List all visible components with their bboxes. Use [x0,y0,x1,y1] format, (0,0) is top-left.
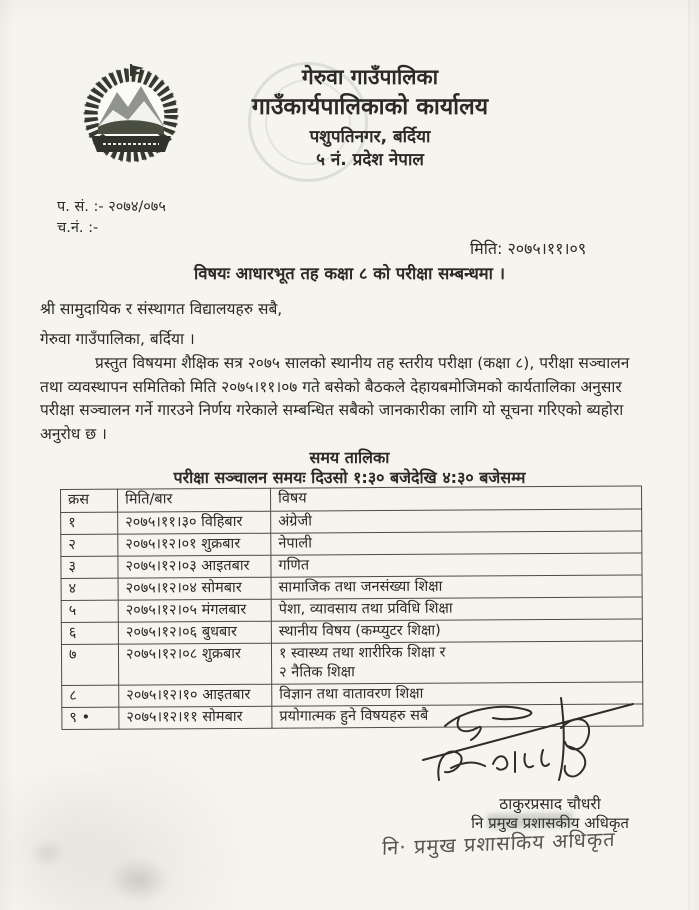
cell-subject: पेशा, व्यावसाय तथा प्रविधि शिक्षा [271,597,642,621]
table-row [61,641,642,685]
letterhead [160,64,580,172]
cell-subject: विज्ञान तथा वातावरण शिक्षा [272,682,643,706]
cell-subject: गणित [271,553,642,577]
cell-sn: ७ [61,644,118,685]
patra-sankhya-label: प. सं. :- [57,199,104,215]
scan-fold-line [688,0,690,910]
cell-sn: ५ [61,600,118,622]
cell-sn: १ [61,512,118,534]
cell-date: २०७५।१२।०८ शुक्रबार [118,643,271,685]
signatory-name: ठाकुरप्रसाद चौधरी [499,795,601,813]
cell-date: २०७५।१२।०५ मंगलबार [118,599,271,622]
col-header-sn: क्रस [61,489,118,512]
col-header-subject: विषय [270,486,641,511]
scan-smudge [30,840,64,866]
cell-date: २०७५।१२।१० आइतबार [119,684,272,707]
chalani-label: च.नं. :- [57,220,99,236]
cell-subject: सामाजिक तथा जनसंख्या शिक्षा [271,575,642,599]
cell-date: २०७५।१२।११ सोमबार [119,706,272,729]
date-label: मिति: [470,239,503,258]
body-paragraph: प्रस्तुत विषयमा शैक्षिक सत्र २०७५ सालको स्थानीय तह स्तरीय परीक्षा (कक्षा ८), परीक्षा सञ्चालन तथा व्यवस्थापन समितिको मिति २०७५।११।०७ गते बसेको बैठकले देहायबमोजिमको कार्यतालिका अनुसार परीक्षा सञ्चालन गर्ने गारउने निर्णय गरेकाले सम्बन्धित सबैको जानकारीका लागि यो सूचना गरिएको ब्यहोरा अनुरोध छ । [40,354,630,443]
municipality-name: गेरुवा गाउँपालिका [301,65,439,89]
cell-date: २०७५।१२।०१ शुक्रबार [118,533,271,556]
cell-sn: २ [61,534,118,556]
cell-date: २०७५।१२।०६ बुधबार [118,621,271,644]
salutation-line-2: गेरुवा गाउँपालिका, बर्दिया । [40,330,195,348]
cell-subject: प्रयोगात्मक हुने विषयहरु सबै [272,704,643,728]
office-address: पशुपतिनगर, बर्दिया [309,127,431,147]
patra-sankhya [57,196,166,216]
patra-sankhya-value: २०७४/०७५ [108,199,166,215]
cell-date: २०७५।११।३० विहिबार [118,511,271,534]
handwritten-title: नि· प्रमुख प्रशासकिय अधिकृत [381,826,617,860]
schedule-title: समय तालिका [309,448,390,467]
cell-subject: १ स्वास्थ्य तथा शारीरिक शिक्षा र २ नैतिक शिक्षा [271,641,642,684]
cell-sn: ४ [61,578,118,600]
cell-subject: स्थानीय विषय (कम्प्युटर शिक्षा) [271,619,642,643]
salutation-line-1: श्री सामुदायिक र संस्थागत विद्यालयहरु सबै, [40,300,283,318]
schedule-subtitle: परीक्षा सञ्चालन समयः दिउसो १:३० बजेदेखि ४:३० बजेसम्म [173,468,526,487]
cell-subject: अंग्रेजी [271,509,642,533]
cell-sn: ९ • [62,707,119,729]
chalani-number [57,217,98,237]
cell-sn: ३ [61,556,118,578]
signatory-title: नि प्रमुख प्रशासकीय अधिकृत [471,814,629,832]
office-name: गाउँकार्यपालिकाको कार्यालय [251,94,489,121]
cell-date: २०७५।१२।०४ सोमबार [118,577,271,600]
cell-sn: ८ [62,685,119,707]
cell-sn: ६ [61,622,118,644]
signature-scribble [415,688,640,796]
subject-line: विषयः आधारभूत तह कक्षा ८ को परीक्षा सम्बन्धमा । [194,264,505,283]
cell-date: २०७५।१२।०३ आइतबार [118,555,271,578]
date-value: २०७५।११।०९ [507,239,587,258]
scan-smudge [108,858,170,902]
col-header-date: मिति/बार [118,488,271,512]
province-line: ५ नं. प्रदेश नेपाल [316,150,424,171]
letter-date [470,237,586,259]
cell-subject: नेपाली [271,531,642,555]
